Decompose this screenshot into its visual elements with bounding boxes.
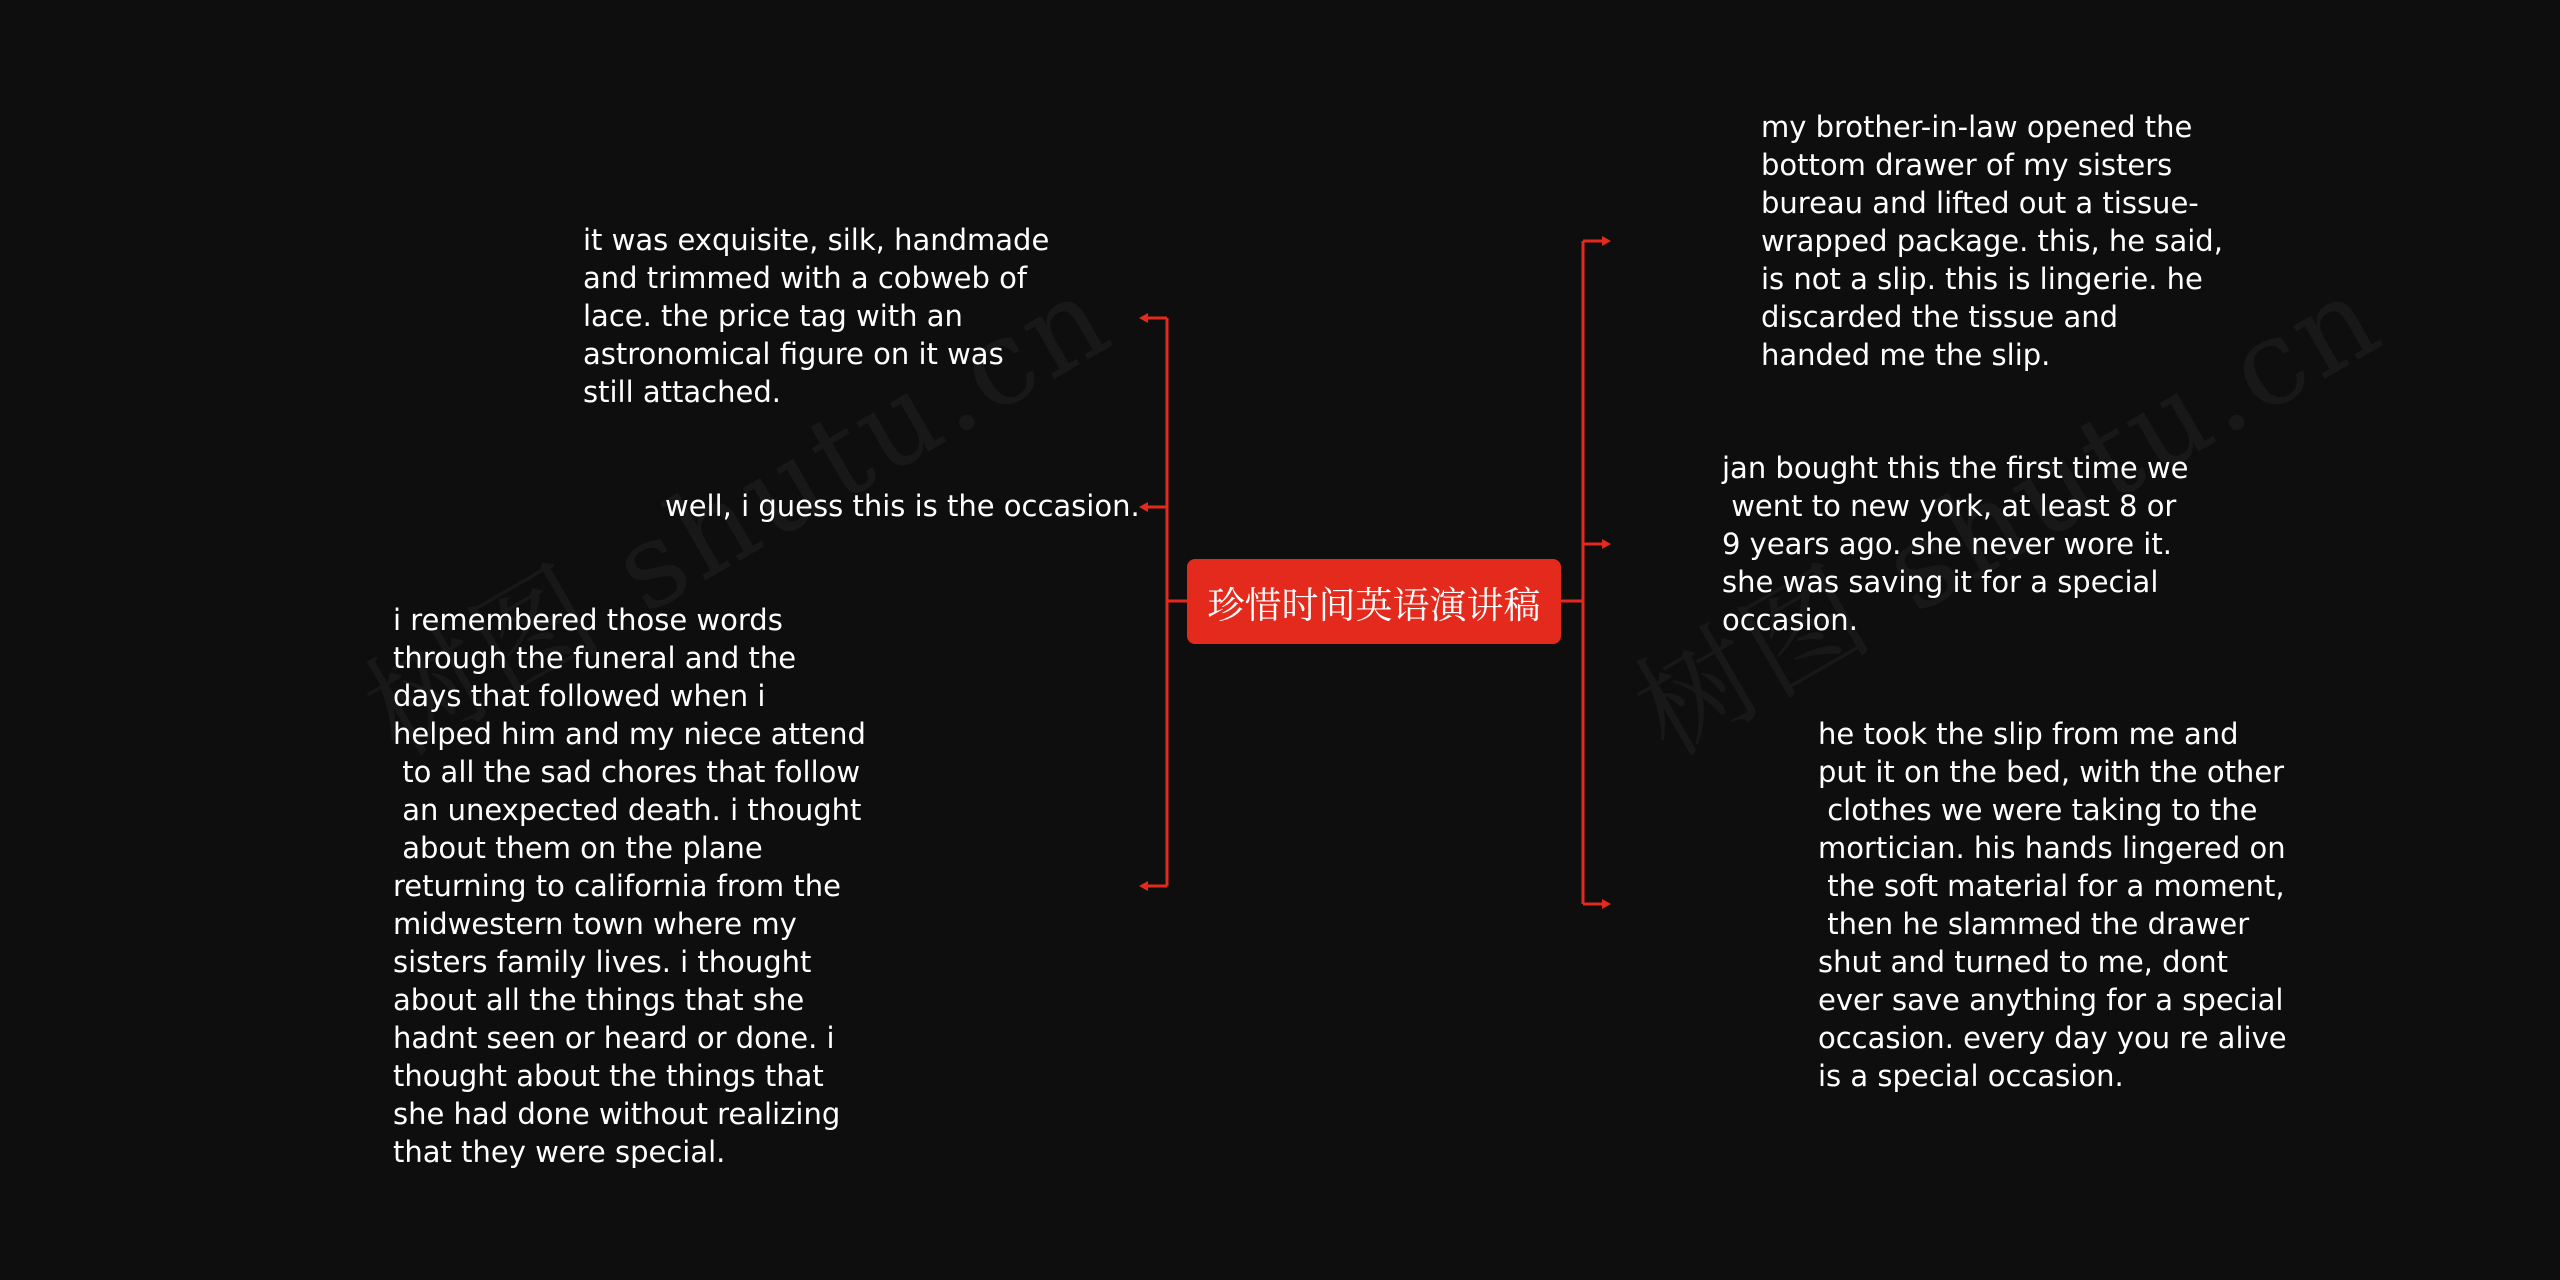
right-branch-node-2[interactable]: jan bought this the first time we went to new york, at least 8 or 9 years ago. she never wore it. she was saving it for a special occasion. <box>1722 451 2189 637</box>
left-branch-node-2[interactable]: well, i guess this is the occasion. <box>665 489 1140 523</box>
right-arrowhead-3 <box>1602 899 1611 909</box>
right-branch-node-1[interactable]: my brother-in-law opened the bottom drawer of my sisters bureau and lifted out a tissue- wrapped package. this, he said, is not a slip. this is lingerie. he discarded the tissue and handed me the slip. <box>1761 110 2223 372</box>
left-arrowhead-1 <box>1139 313 1148 323</box>
left-arrowhead-2 <box>1139 502 1148 512</box>
right-branch-node-3[interactable]: he took the slip from me and put it on the bed, with the other clothes we were taking to the mortician. his hands lingered on the soft material for a moment, then he slammed the drawer shut and turned to me, dont ever save anything for a special occasion. every day you re alive is a special occasion. <box>1818 717 2287 1093</box>
root-topic-label: 珍惜时间英语演讲稿 <box>1207 583 1541 627</box>
root-topic-node[interactable] <box>1187 559 1561 644</box>
left-branch-node-1[interactable]: it was exquisite, silk, handmade and trimmed with a cobweb of lace. the price tag with an astronomical figure on it was still attached. <box>583 223 1050 409</box>
right-arrowhead-2 <box>1602 539 1611 549</box>
left-branch-node-3[interactable]: i remembered those words through the funeral and the days that followed when i helped him and my niece attend to all the sad chores that follow an unexpected death. i thought about them on the plane returning to california from the midwestern town where my sisters family lives. i thought about all the things that she hadnt seen or heard or done. i thought about the things that she had done without realizing that they were special. <box>393 603 866 1169</box>
left-arrowhead-3 <box>1139 881 1148 891</box>
right-arrowhead-1 <box>1602 236 1611 246</box>
